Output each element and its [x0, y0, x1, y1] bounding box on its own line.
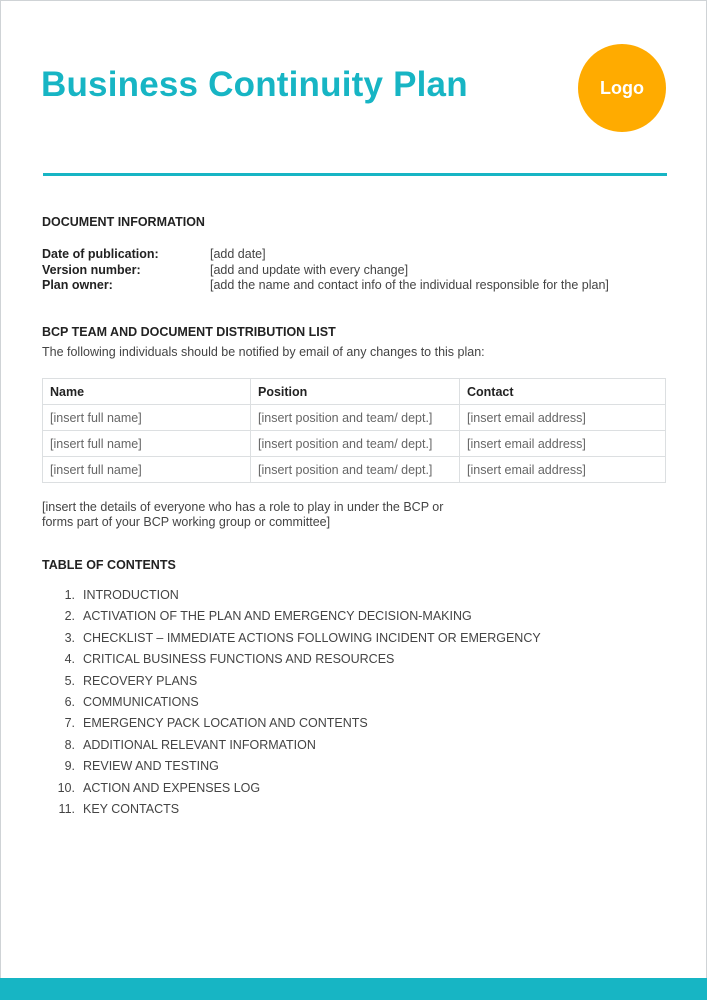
table-row: [43, 457, 666, 483]
table-cell: [insert email address]: [460, 431, 666, 457]
toc-item: [42, 735, 541, 756]
toc-item: [42, 799, 541, 820]
table-cell: [insert email address]: [460, 405, 666, 431]
note-line: forms part of your BCP working group or committee]: [42, 515, 331, 529]
toc-label: KEY CONTACTS: [83, 801, 180, 816]
column-header-name: Name: [43, 379, 251, 405]
toc-label: EMERGENCY PACK LOCATION AND CONTENTS: [83, 716, 368, 731]
toc-label: CRITICAL BUSINESS FUNCTIONS AND RESOURCES: [83, 652, 395, 667]
info-row-owner: [42, 278, 609, 294]
toc-number: 8.: [64, 737, 75, 752]
table-cell: [insert position and team/ dept.]: [251, 431, 460, 457]
logo-placeholder: Logo: [578, 44, 666, 132]
document-information-list: [42, 247, 609, 294]
distribution-note: [42, 500, 462, 530]
header-divider: [43, 173, 667, 176]
distribution-heading: BCP TEAM AND DOCUMENT DISTRIBUTION LIST: [42, 325, 336, 339]
distribution-intro: The following individuals should be notified by email of any changes to this plan:: [42, 345, 485, 359]
toc-item: [42, 713, 541, 734]
table-of-contents: [42, 585, 541, 820]
toc-item: [42, 606, 541, 627]
table-row: [43, 405, 666, 431]
info-label: Date of publication:: [42, 247, 159, 261]
toc-heading: TABLE OF CONTENTS: [42, 558, 176, 572]
toc-item: [42, 756, 541, 777]
toc-label: REVIEW AND TESTING: [83, 759, 219, 774]
toc-number: 3.: [64, 630, 75, 645]
toc-item: [42, 671, 541, 692]
info-value: [add date]: [210, 247, 266, 261]
toc-item: [42, 628, 541, 649]
toc-number: 10.: [57, 780, 75, 795]
toc-label: ACTIVATION OF THE PLAN AND EMERGENCY DECISION-MAKING: [83, 609, 472, 624]
distribution-table: [42, 378, 666, 483]
toc-label: INTRODUCTION: [83, 588, 179, 602]
toc-number: 7.: [64, 716, 75, 731]
toc-item: [42, 778, 541, 799]
table-cell: [insert email address]: [460, 457, 666, 483]
toc-label: COMMUNICATIONS: [83, 694, 199, 709]
page-title: Business Continuity Plan: [41, 65, 468, 104]
info-label: Version number:: [42, 262, 141, 277]
table-cell: [insert position and team/ dept.]: [251, 405, 460, 431]
toc-item: [42, 692, 541, 713]
toc-number: 1.: [64, 588, 75, 602]
info-row-date: [42, 247, 609, 263]
table-row: [43, 431, 666, 457]
toc-item: [42, 585, 541, 606]
info-label: Plan owner:: [42, 278, 113, 292]
info-value: [add and update with every change]: [210, 262, 409, 277]
toc-number: 6.: [64, 694, 75, 709]
toc-label: RECOVERY PLANS: [83, 673, 198, 688]
toc-number: 5.: [64, 673, 75, 688]
toc-label: ADDITIONAL RELEVANT INFORMATION: [83, 737, 316, 752]
column-header-position: Position: [251, 379, 460, 405]
column-header-contact: Contact: [460, 379, 666, 405]
toc-number: 9.: [64, 759, 75, 774]
toc-item: [42, 649, 541, 670]
note-line: [insert the details of everyone who has a role to play in under the BCP or: [42, 500, 444, 514]
table-cell: [insert full name]: [43, 431, 251, 457]
toc-label: CHECKLIST – IMMEDIATE ACTIONS FOLLOWING INCIDENT OR EMERGENCY: [83, 630, 541, 645]
toc-number: 4.: [64, 652, 75, 667]
table-cell: [insert full name]: [43, 405, 251, 431]
toc-number: 2.: [64, 609, 75, 624]
toc-number: 11.: [58, 801, 75, 816]
document-information-heading: DOCUMENT INFORMATION: [42, 215, 205, 229]
footer-bar: [0, 978, 707, 1000]
info-value: [add the name and contact info of the individual responsible for the plan]: [210, 278, 609, 292]
info-row-version: [42, 263, 609, 279]
table-cell: [insert full name]: [43, 457, 251, 483]
table-header-row: [43, 379, 666, 405]
table-cell: [insert position and team/ dept.]: [251, 457, 460, 483]
toc-label: ACTION AND EXPENSES LOG: [83, 780, 261, 795]
